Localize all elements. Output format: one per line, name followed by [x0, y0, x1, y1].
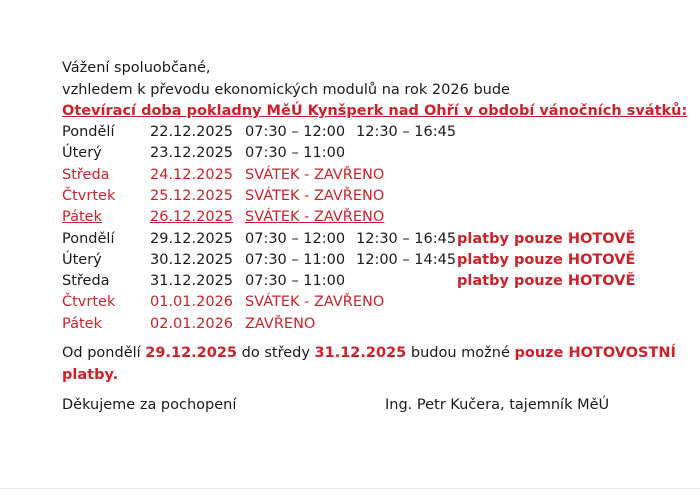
schedule-hours-1: SVÁTEK - ZAVŘENO: [245, 187, 385, 204]
schedule-day: Čtvrtek: [62, 187, 116, 204]
schedule-note: platby pouze HOTOVĚ: [457, 273, 636, 290]
schedule-date: 30.12.2025: [150, 251, 234, 268]
schedule-heading: Otevírací doba pokladny MěÚ Kynšperk nad Ohří v období vánočních svátků:: [62, 103, 688, 119]
notice-date-to: 31.12.2025: [314, 345, 407, 361]
schedule-note: platby pouze HOTOVĚ: [457, 230, 636, 247]
schedule-date: 25.12.2025: [150, 187, 234, 204]
schedule-date: 22.12.2025: [150, 124, 234, 140]
schedule-date: 23.12.2025: [150, 145, 234, 162]
greeting: Vážení spoluobčané,: [62, 60, 211, 76]
payment-notice: [62, 343, 676, 363]
schedule-hours-1: 07:30 – 11:00: [245, 273, 346, 290]
schedule-day: Středa: [62, 273, 110, 290]
schedule-hours-1: SVÁTEK - ZAVŘENO: [245, 294, 385, 311]
schedule-hours-1: 07:30 – 11:00: [245, 145, 346, 162]
schedule-hours-1: ZAVŘENO: [245, 315, 316, 332]
notice-part1: Od pondělí: [62, 345, 146, 361]
schedule-day: Úterý: [62, 145, 102, 162]
page-edge: [0, 488, 700, 489]
intro-text: vzhledem k převodu ekonomických modulů na rok 2026 bude: [62, 82, 510, 98]
schedule-note: platby pouze HOTOVĚ: [457, 251, 636, 268]
schedule-date: 31.12.2025: [150, 273, 234, 290]
schedule-day: Pondělí: [62, 124, 115, 140]
notice-part2: do středy: [237, 345, 315, 361]
signature: Ing. Petr Kučera, tajemník MěÚ: [385, 397, 610, 413]
schedule-hours-1: SVÁTEK - ZAVŘENO: [245, 166, 385, 183]
notice-line2: platby.: [62, 367, 119, 383]
schedule-date: 29.12.2025: [150, 230, 234, 247]
schedule-hours-1: 07:30 – 11:00: [245, 251, 346, 268]
notice-date-from: 29.12.2025: [145, 345, 238, 361]
schedule-day: Úterý: [62, 251, 102, 268]
notice-part3: budou možné: [406, 345, 515, 361]
schedule-day: Pátek: [62, 315, 102, 332]
schedule-date: 26.12.2025: [150, 209, 234, 226]
thanks-text: Děkujeme za pochopení: [62, 397, 237, 413]
notice-emphasis: pouze HOTOVOSTNÍ: [514, 345, 676, 361]
schedule-hours-1: 07:30 – 12:00: [245, 124, 346, 140]
schedule-hours-1: 07:30 – 12:00: [245, 230, 346, 247]
schedule-hours-2: 12:30 – 16:45: [356, 230, 457, 247]
schedule-date: 24.12.2025: [150, 166, 234, 183]
schedule-hours-1: SVÁTEK - ZAVŘENO: [245, 209, 385, 226]
schedule-day: Pondělí: [62, 230, 115, 247]
schedule-date: 01.01.2026: [150, 294, 234, 311]
schedule-hours-2: 12:30 – 16:45: [356, 124, 457, 140]
schedule-date: 02.01.2026: [150, 315, 234, 332]
schedule-day: Čtvrtek: [62, 294, 116, 311]
schedule-day: Středa: [62, 166, 110, 183]
schedule-day: Pátek: [62, 209, 102, 226]
schedule-hours-2: 12:00 – 14:45: [356, 251, 457, 268]
